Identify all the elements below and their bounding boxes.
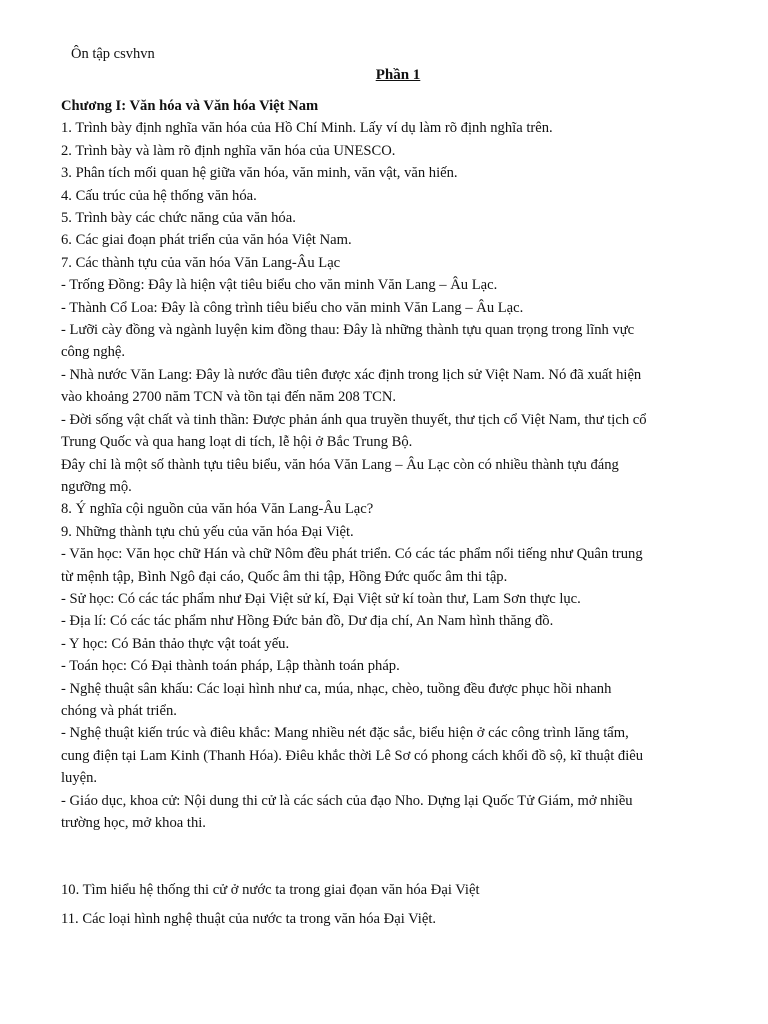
document-body	[61, 95, 725, 930]
text-line: - Nhà nước Văn Lang: Đây là nước đầu tiên được xác định trong lịch sử Việt Nam. Nó đã xuất hiện	[61, 366, 642, 383]
question-5: 5. Trình bày các chức năng của văn hóa.	[61, 210, 296, 227]
text-line: ngưỡng mộ.	[61, 478, 132, 495]
text-line: Đây chỉ là một số thành tựu tiêu biểu, văn hóa Văn Lang – Âu Lạc còn có nhiều thành tựu đáng	[61, 456, 619, 473]
question-8: 8. Ý nghĩa cội nguồn của văn hóa Văn Lang-Âu Lạc?	[61, 501, 374, 518]
text-line: - Sử học: Có các tác phẩm như Đại Việt sử kí, Đại Việt sử kí toàn thư, Lam Sơn thực lục.	[61, 590, 581, 607]
question-10: 10. Tìm hiểu hệ thống thi cử ở nước ta trong giai đọan văn hóa Đại Việt	[61, 882, 480, 899]
text-line: Trung Quốc và qua hang loạt di tích, lễ hội ở Bắc Trung Bộ.	[61, 434, 413, 451]
question-1: 1. Trình bày định nghĩa văn hóa của Hồ Chí Minh. Lấy ví dụ làm rõ định nghĩa trên.	[61, 120, 553, 137]
text-line: - Nghệ thuật kiến trúc và điêu khắc: Mang nhiều nét đặc sắc, biểu hiện ở các công trình lăng tẩm,	[61, 725, 629, 742]
text-line: - Toán học: Có Đại thành toán pháp, Lập thành toán pháp.	[61, 658, 400, 675]
question-9: 9. Những thành tựu chủ yếu của văn hóa Đại Việt.	[61, 523, 354, 540]
text-line: - Thành Cổ Loa: Đây là công trình tiêu biểu cho văn minh Văn Lang – Âu Lạc.	[61, 299, 524, 316]
text-line: - Giáo dục, khoa cử: Nội dung thi cử là các sách của đạo Nho. Dựng lại Quốc Tử Giám, mở nhiều	[61, 792, 633, 809]
question-3: 3. Phân tích mối quan hệ giữa văn hóa, văn minh, văn vật, văn hiến.	[61, 165, 458, 182]
text-line: từ mệnh tập, Bình Ngô đại cáo, Quốc âm thi tập, Hồng Đức quốc âm thi tập.	[61, 568, 508, 585]
question-6: 6. Các giai đoạn phát triển của văn hóa Việt Nam.	[61, 232, 352, 249]
header-note: Ôn tập csvhvn	[71, 46, 155, 62]
text-line: trường học, mở khoa thi.	[61, 815, 206, 831]
question-11: 11. Các loại hình nghệ thuật của nước ta trong văn hóa Đại Việt.	[61, 910, 437, 927]
part-title: Phần 1	[375, 67, 421, 83]
text-line: - Trống Đồng: Đây là hiện vật tiêu biểu cho văn minh Văn Lang – Âu Lạc.	[61, 277, 498, 294]
text-line: vào khoảng 2700 năm TCN và tồn tại đến năm 208 TCN.	[61, 389, 397, 406]
chapter-title: Chương I: Văn hóa và Văn hóa Việt Nam	[61, 98, 319, 114]
question-2: 2. Trình bày và làm rõ định nghĩa văn hóa của UNESCO.	[61, 142, 396, 159]
text-line: - Lưỡi cày đồng và ngành luyện kim đồng thau: Đây là những thành tựu quan trọng trong lĩnh vực	[61, 322, 635, 339]
text-line: - Nghệ thuật sân khấu: Các loại hình như ca, múa, nhạc, chèo, tuồng đều được phục hồi nhanh	[61, 680, 612, 697]
blank-space	[61, 834, 725, 879]
text-line: - Y học: Có Bản thảo thực vật toát yếu.	[61, 635, 290, 652]
text-line: luyện.	[61, 770, 98, 787]
text-line: chóng và phát triển.	[61, 702, 177, 719]
text-line: - Đời sống vật chất và tinh thần: Được phản ánh qua truyền thuyết, thư tịch cổ Việt Nam, thư tịch cổ	[61, 411, 647, 428]
text-line: - Văn học: Văn học chữ Hán và chữ Nôm đều phát triển. Có các tác phẩm nổi tiếng như Quân trung	[61, 546, 643, 563]
text-line: cung điện tại Lam Kinh (Thanh Hóa). Điêu khắc thời Lê Sơ có phong cách khối đồ sộ, kĩ thuật điêu	[61, 747, 644, 764]
text-line: - Địa lí: Có các tác phẩm như Hồng Đức bản đồ, Dư địa chí, An Nam hình thăng đồ.	[61, 613, 554, 630]
question-7: 7. Các thành tựu của văn hóa Văn Lang-Âu Lạc	[61, 254, 341, 271]
text-line: công nghệ.	[61, 344, 126, 361]
question-4: 4. Cấu trúc của hệ thống văn hóa.	[61, 187, 257, 204]
